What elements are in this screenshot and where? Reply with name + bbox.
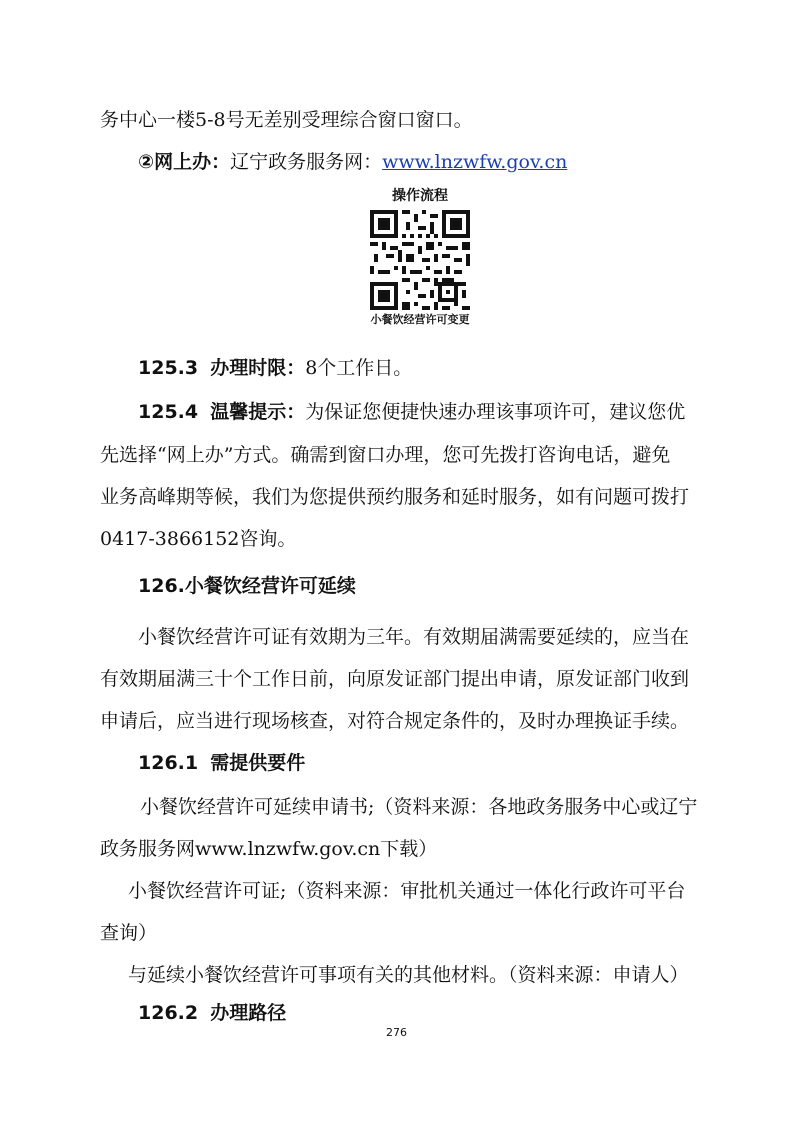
section-label: 温馨提示： [210,401,306,423]
section-number: 125.4 [138,401,199,423]
requirement-item: 小餐饮经营许可延续申请书;（资料来源：各地政务服务中心或辽宁 [140,796,698,818]
section-label: 办理路径 [210,1002,287,1024]
section-126-2 [138,1001,286,1025]
section-number: 126.2 [138,1002,199,1024]
requirement-item: 查询） [100,922,158,944]
section-126-1 [138,751,305,775]
requirement-item: 与延续小餐饮经营许可事项有关的其他材料。（资料来源：申请人） [128,964,689,986]
website-link[interactable]: www.lnzwfw.gov.cn [382,151,568,173]
section-label: 需提供要件 [210,752,306,774]
text-line: 小餐饮经营许可证有效期为三年。有效期届满需要延续的，应当在 [138,626,690,648]
text-line: 先选择“网上办”方式。确需到窗口办理，您可先拨打咨询电话，避免 [100,444,671,466]
text-line: 有效期届满三十个工作日前，向原发证部门提出申请，原发证部门收到 [100,668,690,690]
text-line: 0417-3866152咨询。 [100,528,297,550]
qr-title: 操作流程 [392,188,448,204]
page-number: 276 [386,1026,407,1039]
qr-block [340,186,500,328]
section-number: 125.3 [138,357,199,379]
section-label: 办理时限： [210,357,306,379]
qr-code-icon [370,210,470,310]
section-heading-126: 126.小餐饮经营许可延续 [138,575,356,597]
text-line: 业务高峰期等候，我们为您提供预约服务和延时服务，如有问题可拨打 [100,486,690,508]
section-text: 8个工作日。 [305,357,413,379]
text-line: 申请后，应当进行现场核查，对符合规定条件的，及时办理换证手续。 [100,710,690,732]
online-text: 辽宁政务服务网： [230,151,383,173]
requirement-item: 小餐饮经营许可证;（资料来源：审批机关通过一体化行政许可平台 [128,880,686,902]
section-text: 为保证您便捷快速办理该事项许可，建议您优 [305,401,686,423]
section-number: 126.1 [138,752,199,774]
online-service-line [138,150,567,174]
section-125-4 [138,400,685,424]
requirement-item: 政务服务网www.lnzwfw.gov.cn下载） [100,838,438,860]
online-label: ②网上办： [138,151,231,173]
text-line: 务中心一楼5-8号无差别受理综合窗口窗口。 [100,109,473,131]
qr-caption: 小餐饮经营许可变更 [370,313,470,326]
section-125-3 [138,356,412,380]
